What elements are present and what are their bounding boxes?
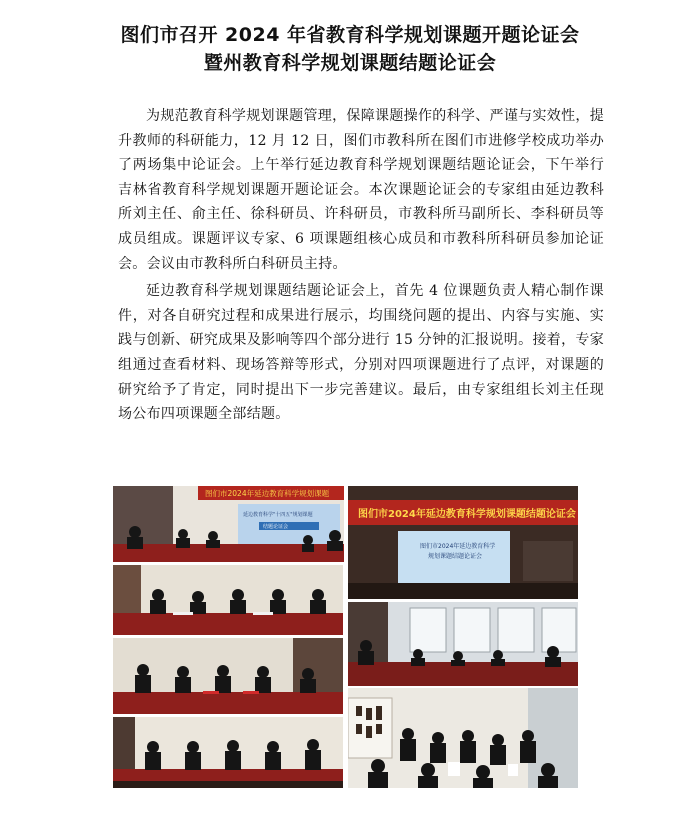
article-paragraph-2: 延边教育科学规划课题结题论证会上，首先 4 位课题负责人精心制作课件，对各自研究过程和成果进行展示，均围绕问题的提出、内容与实施、实践与创新、研究成果及影响等四个部分进行 15 分钟的汇报说明。接着，专家组通过查看材料、现场答辩等形式，分别对四项课题进行了点评，对课题的研究给予了肯定，同时提出下一步完善建议。最后，由专家组组长刘主任现场公布四项课题全部结题。: [118, 283, 604, 423]
article-title-line-1: 图们市召开 2024 年省教育科学规划课题开题论证会: [120, 24, 580, 46]
article-paragraph-1: 为规范教育科学规划课题管理，保障课题操作的科学、严谨与实效性，提升教师的科研能力，12 月 12 日，图们市教科所在图们市进修学校成功举办了两场集中论证会。上午举行延边教育科学规划课题结题论证会，下午举行吉林省教育科学规划课题开题论证会。本次课题论证会的专家组由延边教科所刘主任、俞主任、徐科研员、许科研员，市教科所马副所长、李科研员等成员组成。课题评议专家、6 项课题组核心成员和市教科所科研员参加论证会。会议由市教科所白科研员主持。: [118, 108, 604, 272]
article-body: [118, 104, 604, 430]
article-title-line-2: 暨州教育科学规划课题结题论证会: [203, 52, 497, 74]
photo-meeting-screen-left: [113, 486, 344, 562]
photo-panel-calligraphy-wall: [348, 688, 578, 788]
screen-text-left-2: 结题论证会: [263, 524, 289, 530]
screen-text-left-1: 延边教育科学"十四五"规划课题: [243, 512, 313, 518]
photo-banner-right: 图们市2024年延边教育科学规划课题结题论证会: [358, 509, 576, 520]
screen-text-right-2: 规划课题结题论证会: [428, 553, 483, 560]
screen-text-right-1: 图们市2024年延边教育科学: [420, 543, 496, 550]
photo-panel-window-room: [348, 602, 578, 686]
photo-banner-left: 图们市2024年延边教育科学规划课题: [205, 489, 330, 498]
photo-panel-row-3: [113, 717, 343, 788]
photo-panel-row-2: [113, 638, 343, 714]
photo-meeting-screen-right: [348, 486, 578, 599]
photo-panel-row-1: [113, 565, 343, 635]
